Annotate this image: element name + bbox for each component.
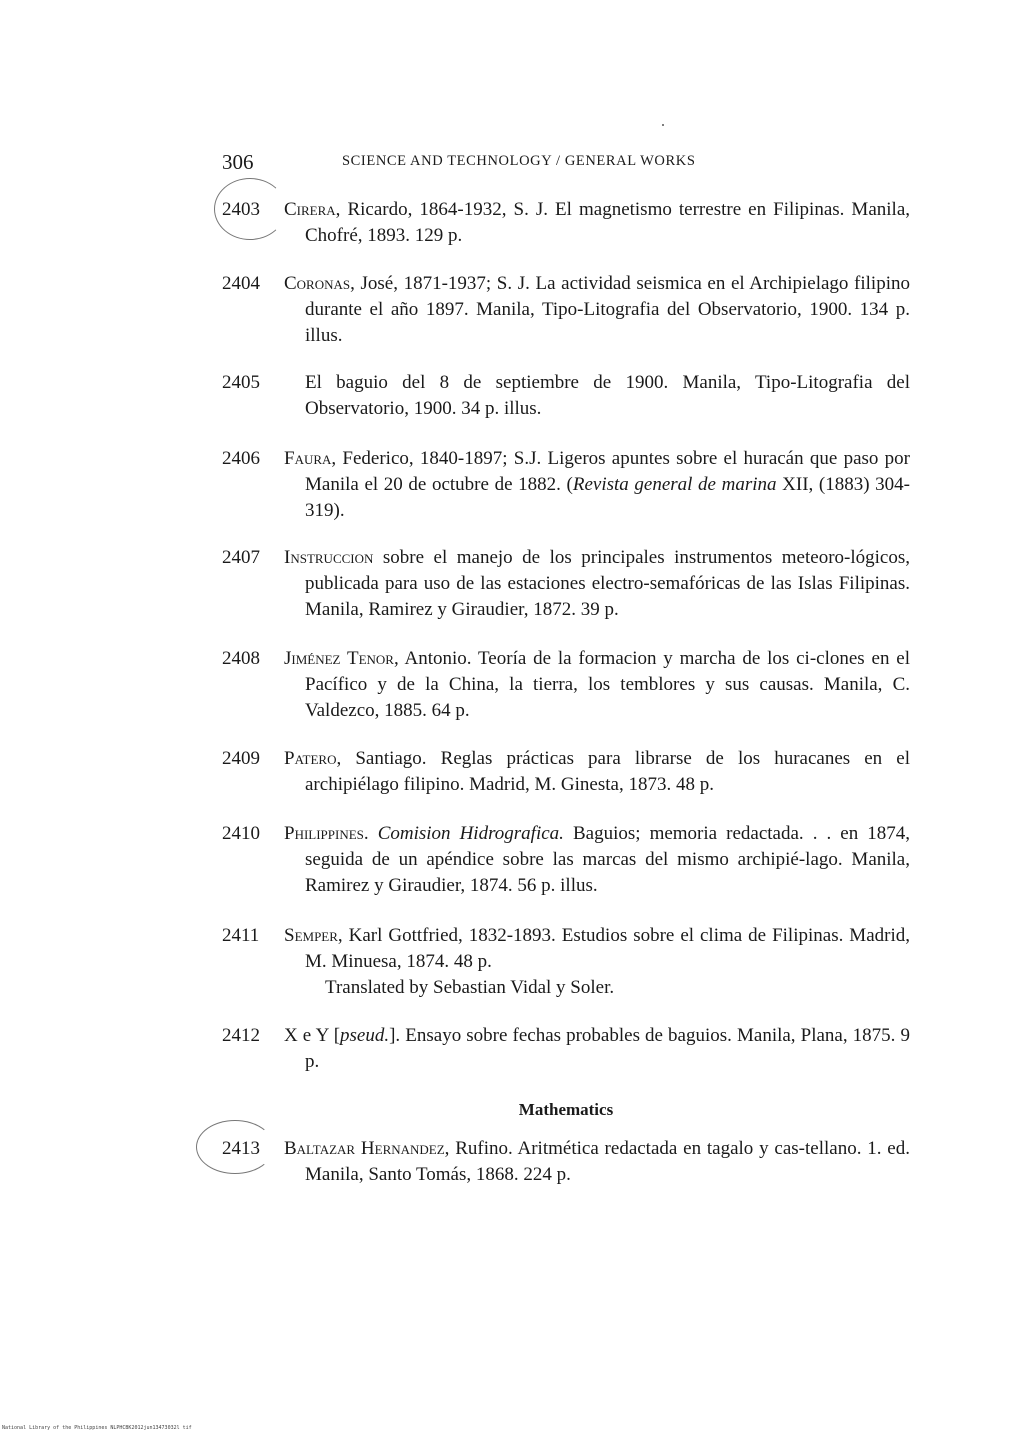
entry-number: 2408 <box>222 648 260 669</box>
entry-number: 2404 <box>222 273 260 294</box>
entry-italic: pseud. <box>340 1025 390 1046</box>
entry-number: 2405 <box>222 372 260 393</box>
entry-number: 2413 <box>222 1138 260 1159</box>
entry-text: Federico, 1840-1897; S.J. Ligeros apuntes sobre el huracán que paso por Manila el 20 de octubre de 1882. ( <box>305 448 910 495</box>
entry-number: 2403 <box>222 199 260 220</box>
entry-text: Baguios; memoria redactada. . . en 1874, seguida de un apéndice sobre las marcas del mismo archipié-lago. Manila, Ramirez y Giraudier, 1874. 56 p. illus. <box>305 823 911 896</box>
bibliography-entry <box>222 197 910 249</box>
entry-author: Coronas, <box>284 273 355 294</box>
entry-text: Santiago. Reglas prácticas para librarse de los huracanes en el archipiélago filipino. Madrid, M. Ginesta, 1873. 48 p. <box>305 748 910 795</box>
entry-number: 2410 <box>222 823 260 844</box>
entry-number: 2411 <box>222 925 260 946</box>
entry-author: Baltazar Hernandez, <box>284 1138 450 1159</box>
bibliography-entry <box>222 746 910 798</box>
entry-note: Translated by Sebastian Vidal y Soler. <box>325 977 615 998</box>
bibliography-entry <box>222 923 910 1001</box>
entry-text-continued: ]. Ensayo sobre fechas probables de baguios. Manila, Plana, 1875. 9 p. <box>305 1025 910 1072</box>
bibliography-entry <box>222 1023 910 1075</box>
entry-text: El baguio del 8 de septiembre de 1900. Manila, Tipo-Litografia del Observatorio, 1900. 34 p. illus. <box>305 372 910 419</box>
entry-author: Philippines. <box>284 823 369 844</box>
page-number: 306 <box>222 150 254 174</box>
bibliography-entry <box>222 1136 910 1188</box>
bibliography-entry <box>222 271 910 349</box>
entry-number: 2412 <box>222 1025 260 1046</box>
bibliography-entry <box>222 446 910 524</box>
entry-author: Semper, <box>284 925 343 946</box>
entry-author: Jiménez Tenor, <box>284 648 399 669</box>
entry-text: Antonio. Teoría de la formacion y marcha de los ci-clones en el Pacífico y de la China, la tierra, los temblores y sus causas. Manila, C. Valdezco, 1885. 64 p. <box>305 648 910 721</box>
section-heading: Mathematics <box>518 1100 614 1119</box>
entry-author: Patero, <box>284 748 342 769</box>
entry-number: 2407 <box>222 547 260 568</box>
entry-text: sobre el manejo de los principales instrumentos meteoro-lógicos, publicada para uso de las estaciones electro-semafóricas de las Islas Filipinas. Manila, Ramirez y Giraudier, 1872. 39 p. <box>305 547 910 620</box>
entry-number: 2409 <box>222 748 260 769</box>
entry-text: Rufino. Aritmética redactada en tagalo y cas-tellano. 1. ed. Manila, Santo Tomás, 1868. 224 p. <box>305 1138 910 1185</box>
entry-text: Karl Gottfried, 1832-1893. Estudios sobre el clima de Filipinas. Madrid, M. Minuesa, 1874. 48 p. <box>305 925 910 972</box>
entry-text-continued: XII, (1883) 304-319). <box>305 474 911 521</box>
bibliography-entry <box>222 370 910 422</box>
running-title: SCIENCE AND TECHNOLOGY / GENERAL WORKS <box>342 153 696 169</box>
scan-footer: National Library of the Philippines NLPHCBK2012jun13473032l tif <box>2 1425 192 1431</box>
entry-author: Cirera, <box>284 199 341 220</box>
entry-author: Instruccion <box>284 547 374 568</box>
bibliography-entry <box>222 821 910 899</box>
entry-italic: Revista general de marina <box>572 474 777 495</box>
entry-number: 2406 <box>222 448 260 469</box>
page-header <box>222 150 912 174</box>
bibliography-entry <box>222 545 910 623</box>
entry-author: Faura, <box>284 448 337 469</box>
entry-text: X e Y [ <box>284 1025 341 1046</box>
speck <box>662 124 664 126</box>
entry-italic: Comision Hidrografica. <box>368 823 564 844</box>
entry-text: Ricardo, 1864-1932, S. J. El magnetismo terrestre en Filipinas. Manila, Chofré, 1893. 129 p. <box>305 199 910 246</box>
bibliography-entry <box>222 646 910 724</box>
entry-text: José, 1871-1937; S. J. La actividad seismica en el Archipielago filipino durante el año 1897. Manila, Tipo-Litografia del Observatorio, 1900. 134 p. illus. <box>305 273 910 346</box>
